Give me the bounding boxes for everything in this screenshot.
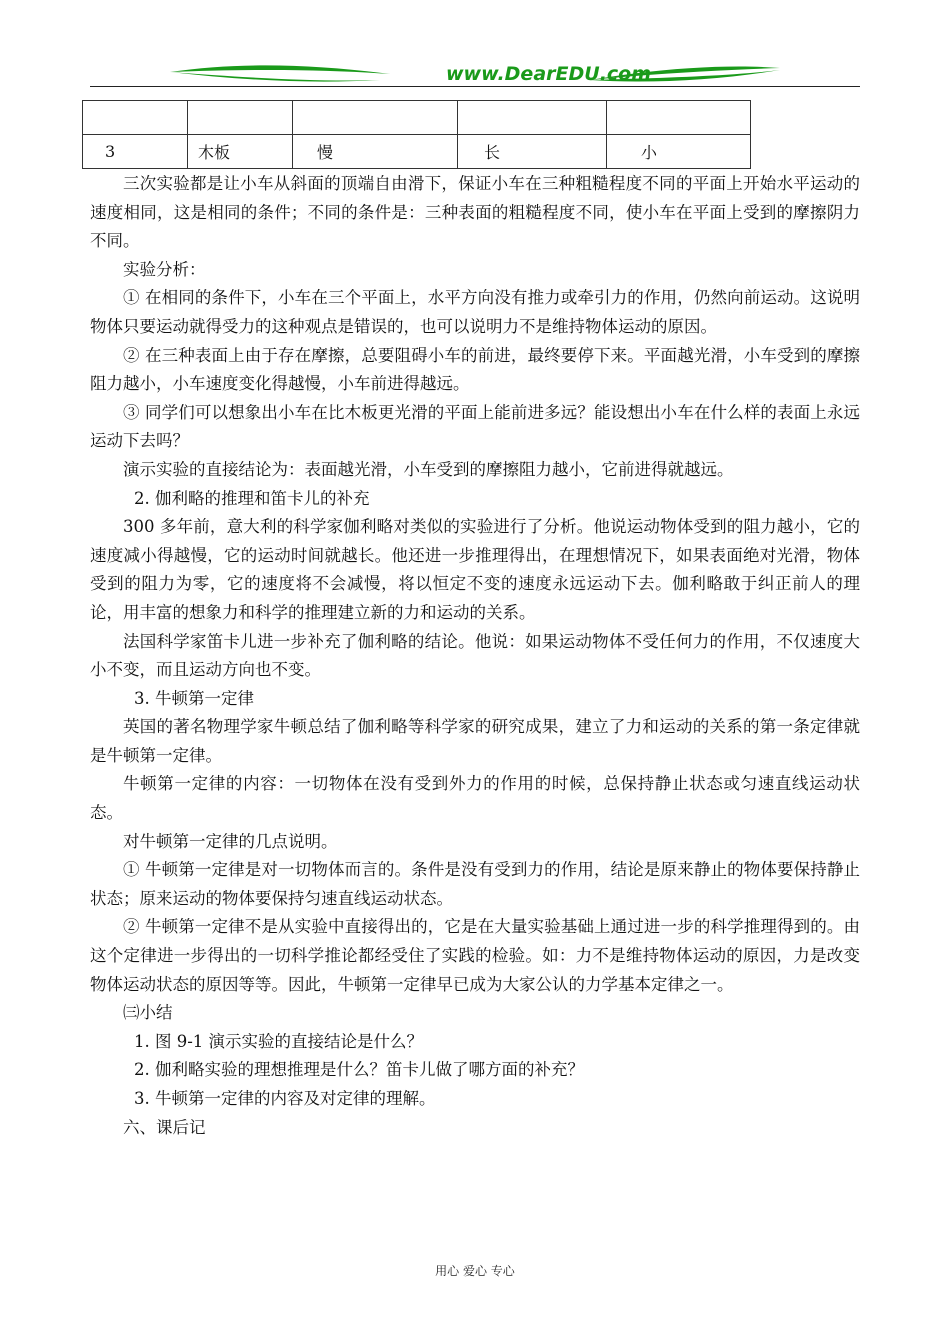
table-cell: 长 <box>458 135 607 169</box>
table-cell <box>83 101 188 135</box>
section-heading: 2. 伽利略的推理和笛卡儿的补充 <box>134 488 370 508</box>
paragraph: 英国的著名物理学家牛顿总结了伽利略等科学家的研究成果，建立了力和运动的关系的第一条定律就是牛顿第一定律。 <box>90 717 860 765</box>
table-cell <box>293 101 458 135</box>
table-cell: 3 <box>83 135 188 169</box>
document-body <box>90 170 860 1142</box>
header-rule <box>90 86 860 87</box>
paragraph: 三次实验都是让小车从斜面的顶端自由滑下，保证小车在三种粗糙程度不同的平面上开始水平运动的速度相同，这是相同的条件；不同的条件是：三种表面的粗糙程度不同，使小车在平面上受到的摩擦阴力不同。 <box>90 174 860 251</box>
paragraph: 演示实验的直接结论为：表面越光滑，小车受到的摩擦阻力越小，它前进得就越远。 <box>123 459 734 479</box>
table-cell: 小 <box>607 135 751 169</box>
paragraph: ③ 同学们可以想象出小车在比木板更光滑的平面上能前进多远？能设想出小车在什么样的表面上永远运动下去吗？ <box>90 402 860 451</box>
table-cell <box>188 101 293 135</box>
table-cell <box>607 101 751 135</box>
brand-logo-text: www.DearEDU.com <box>446 63 652 85</box>
section-heading: ㈢小结 <box>123 1003 173 1023</box>
list-item: 2. 伽利略实验的理想推理是什么？笛卡儿做了哪方面的补充？ <box>134 1060 584 1080</box>
list-item: 1. 图 9-1 演示实验的直接结论是什么？ <box>134 1031 424 1051</box>
table-cell: 慢 <box>293 135 458 169</box>
paragraph: 牛顿第一定律的内容：一切物体在没有受到外力的作用的时候，总保持静止状态或匀速直线运动状态。 <box>90 774 860 823</box>
paragraph: 对牛顿第一定律的几点说明。 <box>123 831 338 851</box>
page-header <box>90 60 860 92</box>
section-heading: 3. 牛顿第一定律 <box>134 688 254 708</box>
list-item: 3. 牛顿第一定律的内容及对定律的理解。 <box>134 1089 436 1108</box>
paragraph: 300 多年前，意大利的科学家伽利略对类似的实验进行了分析。他说运动物体受到的阻力越小，它的速度减小得越慢，它的运动时间就越长。他还进一步推理得出，在理想情况下，如果表面绝对光滑，物体受到的阻力为零，它的速度将不会减慢，将以恒定不变的速度永远运动下去。伽利略敢于纠正前人的理论，用丰富的想象力和科学的推理建立新的力和运动的关系。 <box>90 517 860 622</box>
paragraph: 法国科学家笛卡儿进一步补充了伽利略的结论。他说：如果运动物体不受任何力的作用，不仅速度大小不变，而且运动方向也不变。 <box>90 631 860 680</box>
paragraph: ① 牛顿第一定律是对一切物体而言的。条件是没有受到力的作用，结论是原来静止的物体要保持静止状态；原来运动的物体要保持匀速直线运动状态。 <box>90 860 860 908</box>
table-row <box>83 135 751 169</box>
paragraph: ② 牛顿第一定律不是从实验中直接得出的，它是在大量实验基础上通过进一步的科学推理得到的。由这个定律进一步得出的一切科学推论都经受住了实践的检验。如：力不是维持物体运动的原因，力是改变物体运动状态的原因等等。因此，牛顿第一定律早已成为大家公认的力学基本定律之一。 <box>90 917 860 994</box>
paragraph: ② 在三种表面上由于存在摩擦，总要阻碍小车的前进，最终要停下来。平面越光滑，小车受到的摩擦阻力越小，小车速度变化得越慢，小车前进得越远。 <box>90 345 860 394</box>
paragraph: 实验分析： <box>123 259 206 279</box>
table-cell <box>458 101 607 135</box>
table-cell: 木板 <box>188 135 293 169</box>
paragraph: ① 在相同的条件下，小车在三个平面上，水平方向没有推力或牵引力的作用，仍然向前运动。这说明物体只要运动就得受力的这种观点是错误的，也可以说明力不是维持物体运动的原因。 <box>90 288 860 336</box>
page-footer: 用心 爱心 专心 <box>435 1264 515 1278</box>
table-row <box>83 101 751 135</box>
section-heading: 六、课后记 <box>123 1117 206 1137</box>
results-table <box>82 100 751 169</box>
